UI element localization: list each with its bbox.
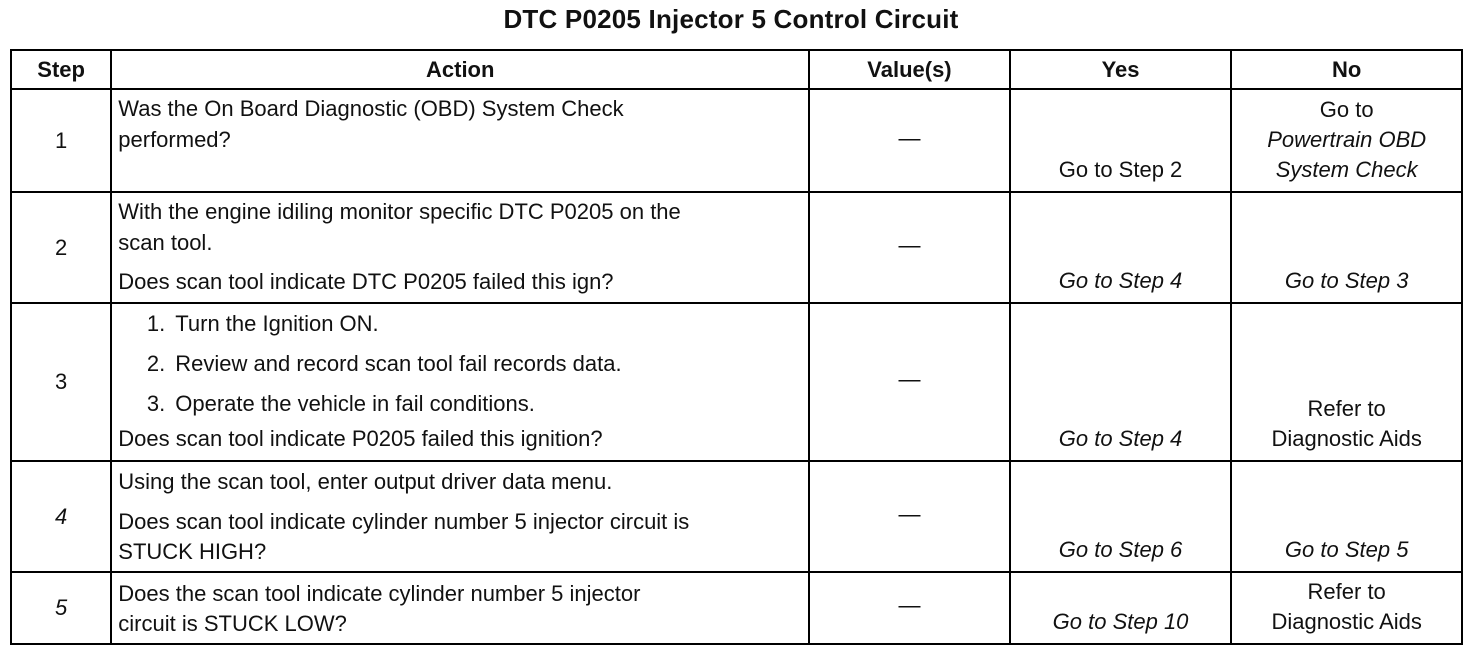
action-text: Does the scan tool indicate cylinder number 5 injector [118,581,641,606]
list-item: 2. Review and record scan tool fail records data. [146,351,622,376]
list-item: 3. Operate the vehicle in fail conditions. [146,391,535,416]
table-row [11,89,1462,192]
action-cell [111,303,809,461]
no-result: Refer to [1307,579,1386,604]
action-text: Does scan tool indicate P0205 failed this ignition? [118,426,603,451]
action-text: circuit is STUCK LOW? [118,611,347,636]
action-cell [111,192,809,303]
value-text: — [898,231,921,257]
action-text: performed? [118,127,231,152]
action-text: scan tool. [118,230,213,255]
yes-result: Go to Step 4 [1058,268,1183,293]
value-text: — [898,500,921,526]
step-cell [11,303,111,461]
page-title: DTC P0205 Injector 5 Control Circuit [503,4,959,34]
step-cell [11,572,111,644]
yes-result: Go to Step 2 [1058,157,1183,182]
value-cell [809,461,1010,572]
yes-cell [1010,461,1232,572]
no-result: Diagnostic Aids [1271,426,1422,451]
value-text: — [898,366,921,392]
table-row [11,572,1462,644]
header-action: Action [111,50,809,89]
table-row [11,192,1462,303]
no-result: Go to Step 5 [1284,537,1409,562]
header-yes: Yes [1010,50,1232,89]
table-row [11,461,1462,572]
no-result: Refer to [1307,396,1386,421]
step-number: 1 [55,127,68,153]
step-cell [11,461,111,572]
action-cell [111,89,809,192]
action-text: Using the scan tool, enter output driver data menu. [118,469,613,494]
no-cell [1231,572,1462,644]
yes-cell [1010,572,1232,644]
value-cell [809,89,1010,192]
step-cell [11,192,111,303]
action-text: With the engine idiling monitor specific DTC P0205 on the [118,199,681,224]
no-cell [1231,192,1462,303]
yes-cell [1010,89,1232,192]
yes-result: Go to Step 4 [1058,426,1183,451]
action-text: Was the On Board Diagnostic (OBD) System Check [118,96,624,121]
step-number: 5 [55,595,68,620]
step-number: 2 [55,234,68,260]
value-text: — [898,124,921,150]
action-text: Does scan tool indicate DTC P0205 failed this ign? [118,269,614,294]
action-cell [111,461,809,572]
value-cell [809,303,1010,461]
value-cell [809,192,1010,303]
header-no: No [1231,50,1462,89]
header-row [11,50,1462,89]
no-result: Go to [1319,97,1374,122]
no-result: Go to Step 3 [1284,268,1409,293]
action-text: STUCK HIGH? [118,539,267,564]
step-number: 4 [55,503,68,529]
no-cell [1231,303,1462,461]
no-result: Diagnostic Aids [1271,609,1422,634]
yes-result: Go to Step 10 [1052,609,1189,634]
yes-result: Go to Step 6 [1058,537,1183,562]
no-cell [1231,461,1462,572]
no-result: Powertrain OBD [1267,127,1427,152]
step-number: 3 [55,369,68,394]
table-row [11,303,1462,461]
action-cell [111,572,809,644]
no-cell [1231,89,1462,192]
header-values: Value(s) [809,50,1010,89]
diagnostic-table [10,49,1463,645]
yes-cell [1010,192,1232,303]
value-cell [809,572,1010,644]
value-text: — [898,592,921,618]
no-result: System Check [1275,157,1418,182]
list-item: 1. Turn the Ignition ON. [146,311,379,336]
yes-cell [1010,303,1232,461]
step-cell [11,89,111,192]
header-step: Step [11,50,111,89]
action-text: Does scan tool indicate cylinder number 5 injector circuit is [118,509,690,534]
